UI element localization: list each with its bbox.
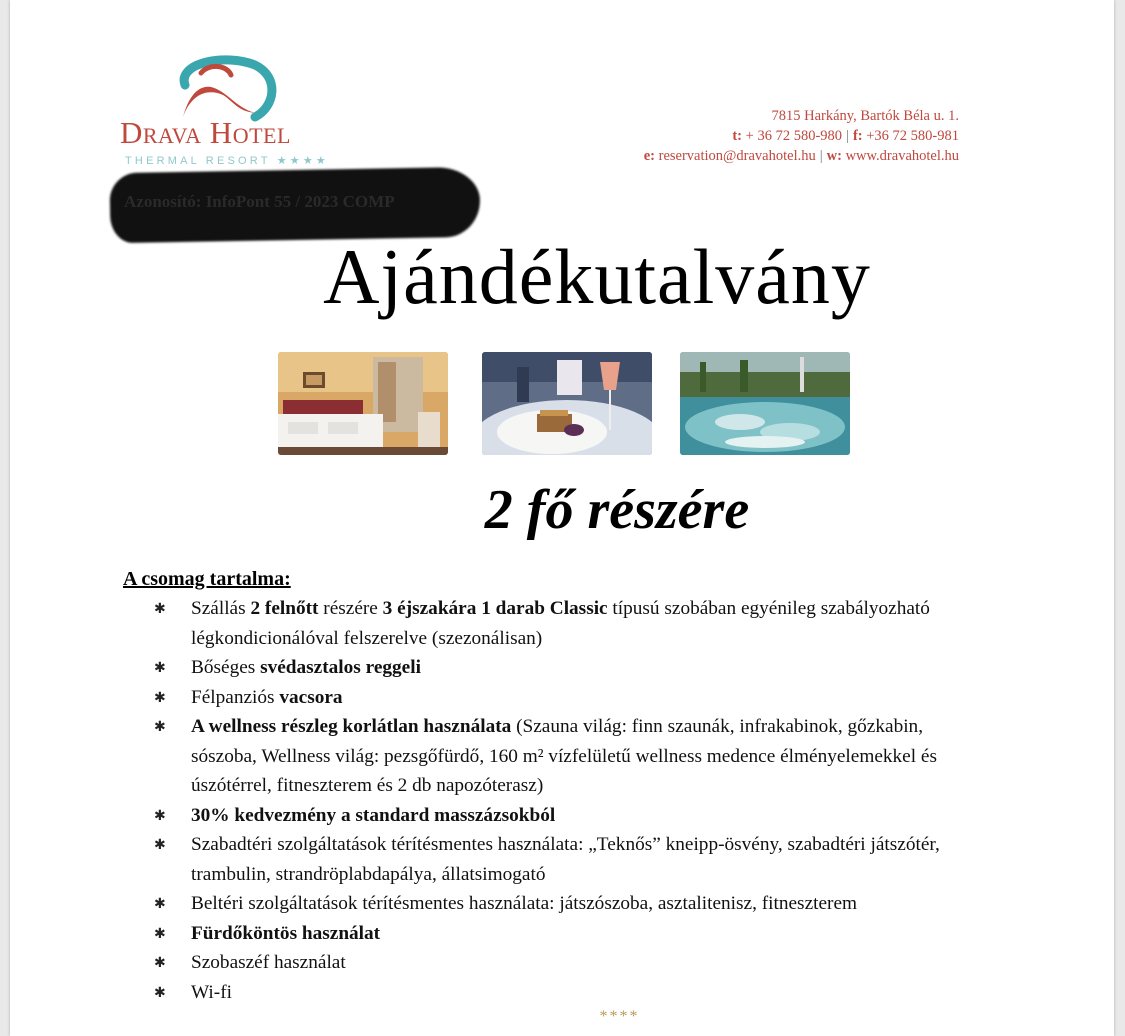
- package-item: [150, 830, 990, 889]
- item-text: Wi-fi: [191, 981, 232, 1003]
- identifier-text: Azonosító: InfoPont 55 / 2023 COMP: [124, 192, 395, 211]
- bullet-star-icon: ✱: [154, 808, 166, 824]
- bullet-star-icon: ✱: [154, 926, 166, 942]
- email-link[interactable]: reservation@dravahotel.hu: [658, 148, 816, 164]
- identifier-redaction: [110, 170, 480, 240]
- footer-stars: ****: [599, 1008, 640, 1025]
- bullet-star-icon: ✱: [154, 956, 166, 971]
- item-text: részére: [318, 598, 383, 619]
- voucher-page: [10, 0, 1114, 1036]
- hotel-room-photo: [278, 352, 448, 455]
- website-link[interactable]: www.dravahotel.hu: [845, 148, 959, 164]
- voucher-subtitle: 2 fő részére: [484, 479, 750, 541]
- fax: +36 72 580-981: [866, 128, 959, 144]
- bullet-star-icon: ✱: [154, 897, 166, 912]
- logo-subtitle: THERMAL RESORT ★★★★: [125, 155, 329, 167]
- bullet-star-icon: ✱: [154, 690, 166, 706]
- item-text-bold: 3 éjszakára 1 darab Classic: [382, 598, 608, 619]
- contact-block: [644, 106, 959, 166]
- phone-label: t:: [732, 128, 743, 144]
- package-item: [150, 801, 990, 831]
- email-label: e:: [643, 148, 656, 164]
- package-item: [150, 594, 990, 653]
- item-text-bold: 2 felnőtt: [250, 598, 319, 619]
- package-item: [150, 712, 990, 801]
- item-text: Szabadtéri szolgáltatások térítésmentes használata: „Teknős” kneipp-ösvény, szabadtéri játszótér, trambulin, strandröplabdapálya, állatsimogató: [191, 834, 940, 885]
- package-item: [150, 978, 990, 1008]
- web-label: w:: [826, 148, 842, 164]
- item-text: (Szauna világ: finn szaunák, infrakabinok, gőzkabin, sószoba, Wellness világ: pezsgőfürdő, 160 m² vízfelületű wellness medence élményelemekkel és úszótérrel, fitneszterem és 2 db napozóterasz): [191, 716, 937, 796]
- item-text-bold: A wellness részleg korlátlan használata: [191, 716, 512, 737]
- item-text: típusú szobában egyénileg szabályozható légkondicionálóval felszerelve (szezonálisan): [191, 598, 930, 649]
- bullet-star-icon: ✱: [154, 602, 166, 617]
- item-text: Szobaszéf használat: [191, 952, 346, 973]
- item-text-bold: vacsora: [279, 686, 343, 708]
- phone: + 36 72 580-980: [745, 128, 843, 144]
- voucher-title: Ajándékutalvány: [323, 233, 871, 320]
- package-item: [150, 948, 990, 978]
- item-text: Beltéri szolgáltatások térítésmentes használata: játszószoba, asztalitenisz, fitneszterem: [191, 893, 858, 914]
- pool-photo: [680, 352, 850, 455]
- hotel-logo: [115, 55, 345, 170]
- phone-fax-line: t: + 36 72 580-980 | f: +36 72 580-981: [732, 128, 959, 144]
- item-text-bold: 30% kedvezmény a standard masszázsokból: [191, 804, 556, 826]
- package-item: [150, 919, 990, 949]
- bullet-star-icon: ✱: [154, 661, 166, 676]
- dinner-plate-photo: [482, 352, 652, 455]
- package-item: [150, 683, 990, 713]
- item-text: Szállás: [191, 598, 251, 619]
- email-web-line: e: reservation@dravahotel.hu | w: www.dravahotel.hu: [643, 148, 959, 164]
- item-text-bold: Fürdőköntös használat: [191, 922, 381, 944]
- package-item: [150, 653, 990, 683]
- logo-name: Drava Hotel: [120, 115, 291, 150]
- address: 7815 Harkány, Bartók Béla u. 1.: [771, 108, 959, 124]
- item-text: Félpanziós: [191, 686, 280, 708]
- bullet-star-icon: ✱: [154, 985, 166, 1001]
- item-text-bold: svédasztalos reggeli: [260, 657, 421, 678]
- package-heading: A csomag tartalma:: [123, 568, 291, 590]
- bullet-star-icon: ✱: [154, 720, 166, 735]
- fax-label: f:: [852, 128, 863, 144]
- package-items-list: [150, 594, 990, 1007]
- item-text: Bőséges: [191, 657, 261, 678]
- bullet-star-icon: ✱: [154, 838, 166, 853]
- package-item: [150, 889, 990, 919]
